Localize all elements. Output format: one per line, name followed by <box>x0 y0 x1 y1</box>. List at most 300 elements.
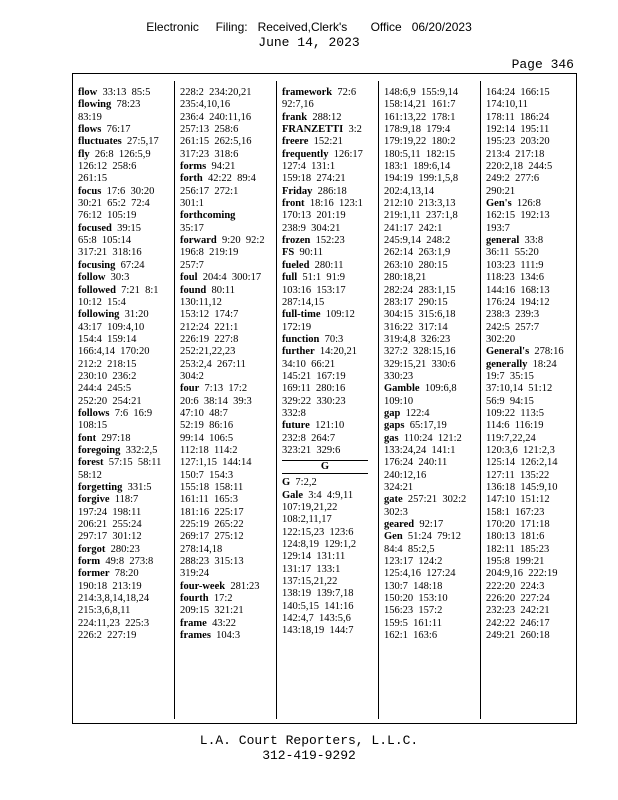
page-line-refs: 94:21 <box>211 161 236 173</box>
index-entry <box>78 186 168 198</box>
page-line-refs: 332:8 <box>282 407 306 419</box>
index-column-2 <box>180 87 270 715</box>
page-line-refs: 252:20 254:21 <box>78 395 142 407</box>
index-entry <box>78 136 168 148</box>
page-line-refs: 253:2,4 267:11 <box>180 358 246 370</box>
page-line-refs: 7:6 16:9 <box>114 407 153 419</box>
page-line-refs: 212:2 218:15 <box>78 358 137 370</box>
index-entry <box>180 210 270 222</box>
index-term: Gamble <box>384 383 420 395</box>
page-line-refs: 269:17 275:12 <box>180 531 244 543</box>
page-line-refs: 42:22 89:4 <box>208 173 256 185</box>
page-line-refs: 214:3,8,14,18,24 <box>78 593 150 605</box>
page-line-refs: 225:19 265:22 <box>180 519 244 531</box>
page-line-refs: 78:20 <box>114 568 139 580</box>
page-line-refs: 108:2,11,17 <box>282 514 332 526</box>
page-line-refs: 215:3,6,8,11 <box>78 605 131 617</box>
page-line-refs: 130:7 148:18 <box>384 580 443 592</box>
page-line-refs: 43:22 <box>212 617 236 629</box>
page-line-refs: 249:21 260:18 <box>486 630 550 642</box>
page-line-refs: 280:11 <box>314 259 344 271</box>
page-line-refs: 304:2 <box>180 370 204 382</box>
page-line-refs: 57:15 58:11 <box>108 457 162 469</box>
index-term: found <box>180 284 207 296</box>
page-line-refs: 153:12 174:7 <box>180 309 239 321</box>
index-term: font <box>78 432 97 444</box>
page-line-refs: 34:10 66:21 <box>282 358 336 370</box>
index-entry <box>282 420 372 432</box>
page-line-refs: 17:2 <box>213 593 233 605</box>
page-line-refs: 103:16 153:17 <box>282 284 346 296</box>
page-line-refs: 90:11 <box>299 247 324 259</box>
page-line-refs: 150:7 154:3 <box>180 469 234 481</box>
page-line-refs: 126:12 258:6 <box>78 161 137 173</box>
index-term: forward <box>180 235 217 247</box>
page-line-refs: 219:1,11 237:1,8 <box>384 210 458 222</box>
page-line-refs: 142:4,7 143:5,6 <box>282 613 351 625</box>
filing-stamp: Electronic Filing: Received,Clerk's Office 06/20/2023 <box>146 20 472 34</box>
page-line-refs: 179:19,22 180:2 <box>384 136 456 148</box>
page-line-refs: 197:24 198:11 <box>78 506 142 518</box>
index-term: full-time <box>282 309 321 321</box>
index-term: G <box>282 477 291 489</box>
page-line-refs: 36:11 55:20 <box>486 247 539 259</box>
page-line-refs: 122:4 <box>405 407 430 419</box>
index-term: geared <box>384 519 415 531</box>
index-entry <box>384 519 474 531</box>
page-line-refs: 235:4,10,16 <box>180 99 231 111</box>
index-entry <box>282 136 372 148</box>
index-entry <box>282 186 372 198</box>
index-entry <box>78 260 168 272</box>
page-line-refs: 242:22 246:17 <box>486 617 550 629</box>
page-line-refs: 240:12,16 <box>384 469 427 481</box>
index-entry <box>282 272 372 284</box>
page-line-refs: 158:14,21 161:7 <box>384 99 456 111</box>
index-term: freere <box>282 136 309 148</box>
index-entry <box>282 260 372 272</box>
page-line-refs: 33:8 <box>524 235 544 247</box>
reporter-phone: 312-419-9292 <box>262 748 356 763</box>
page-line-refs: 242:5 257:7 <box>486 321 540 333</box>
page-line-refs: 76:17 <box>106 124 131 136</box>
page-line-refs: 252:21,22,23 <box>180 346 236 358</box>
index-entry <box>486 198 574 210</box>
index-column-3 <box>282 87 372 715</box>
page-line-refs: 130:11,12 <box>180 296 222 308</box>
page-line-refs: 323:21 329:6 <box>282 444 341 456</box>
page-line-refs: 162:1 163:6 <box>384 630 438 642</box>
page-line-refs: 78:23 <box>116 99 141 111</box>
page-line-refs: 49:8 273:8 <box>105 556 154 568</box>
page-line-refs: 329:15,21 330:6 <box>384 358 456 370</box>
page-line-refs: 195:8 199:21 <box>486 556 545 568</box>
index-term: Gen <box>384 531 403 543</box>
page-line-refs: 161:11 165:3 <box>180 494 238 506</box>
page-line-refs: 213:4 217:18 <box>486 148 545 160</box>
index-entry <box>486 346 574 358</box>
index-entry <box>282 149 372 161</box>
page-line-refs: 170:20 171:18 <box>486 519 550 531</box>
page-line-refs: 140:5,15 141:16 <box>282 600 354 612</box>
page-line-refs: 226:2 227:19 <box>78 630 137 642</box>
page-line-refs: 109:10 <box>384 395 414 407</box>
index-term: Gale <box>282 489 303 501</box>
page-line-refs: 182:11 185:23 <box>486 543 550 555</box>
reporter-footer <box>0 733 618 763</box>
index-entry <box>384 383 474 395</box>
index-term: fly <box>78 148 90 160</box>
index-term: focusing <box>78 259 116 271</box>
page-line-refs: 3:4 4:9,11 <box>308 489 354 501</box>
page-line-refs: 76:12 105:19 <box>78 210 137 222</box>
index-entry <box>180 285 270 297</box>
index-term: FS <box>282 247 295 259</box>
index-entry <box>78 556 168 568</box>
index-column-1 <box>78 87 168 715</box>
page-line-refs: 123:17 124:2 <box>384 556 443 568</box>
index-entry <box>282 124 372 136</box>
index-entry <box>78 285 168 297</box>
index-entry <box>282 490 372 502</box>
page-line-refs: 99:14 106:5 <box>180 432 234 444</box>
page-line-refs: 147:10 151:12 <box>486 494 550 506</box>
page-line-refs: 122:15,23 123:6 <box>282 526 354 538</box>
page-line-refs: 283:17 290:15 <box>384 296 448 308</box>
page-line-refs: 232:23 242:21 <box>486 605 550 617</box>
index-entry <box>282 334 372 346</box>
page-line-refs: 84:4 85:2,5 <box>384 543 435 555</box>
page-line-refs: 161:13,22 178:1 <box>384 111 456 123</box>
page-line-refs: 261:15 262:5,16 <box>180 136 252 148</box>
index-term: flows <box>78 124 102 136</box>
page-line-refs: 192:14 195:11 <box>486 124 550 136</box>
page-line-refs: 281:23 <box>230 580 260 592</box>
page-line-refs: 327:2 328:15,16 <box>384 346 456 358</box>
page-line-refs: 127:1,15 144:14 <box>180 457 252 469</box>
page-line-refs: 126:17 <box>333 148 363 160</box>
index-entry <box>180 272 270 284</box>
index-term: forest <box>78 457 104 469</box>
page-line-refs: 39:15 <box>117 222 142 234</box>
page-line-refs: 209:15 321:21 <box>180 605 244 617</box>
page-line-refs: 65:8 105:14 <box>78 235 132 247</box>
index-entry <box>384 433 474 445</box>
page-line-refs: 228:2 234:20,21 <box>180 87 252 98</box>
page-line-refs: 51:24 79:12 <box>407 531 462 543</box>
page-line-refs: 316:22 317:14 <box>384 321 448 333</box>
page-line-refs: 262:14 263:1,9 <box>384 247 451 259</box>
page-line-refs: 193:7 <box>486 222 510 234</box>
index-term: foul <box>180 272 198 284</box>
page-line-refs: 297:17 301:12 <box>78 531 142 543</box>
page-line-refs: 222:20 224:3 <box>486 580 545 592</box>
page-line-refs: 166:4,14 170:20 <box>78 346 150 358</box>
page-line-refs: 176:24 240:11 <box>384 457 448 469</box>
page-line-refs: 83:19 <box>78 111 102 123</box>
index-term: generally <box>486 358 528 370</box>
page-line-refs: 159:5 161:11 <box>384 617 442 629</box>
reporter-name: L.A. Court Reporters, L.L.C. <box>199 733 419 748</box>
page-line-refs: 9:20 92:2 <box>222 235 265 247</box>
column-divider <box>276 81 277 719</box>
column-divider <box>480 81 481 719</box>
page-line-refs: 278:14,18 <box>180 543 223 555</box>
page-line-refs: 224:11,23 225:3 <box>78 617 150 629</box>
page-line-refs: 238:3 239:3 <box>486 309 540 321</box>
index-term: follows <box>78 407 110 419</box>
page-line-refs: 206:21 255:24 <box>78 519 142 531</box>
page-line-refs: 238:9 304:21 <box>282 222 341 234</box>
page-line-refs: 124:8,19 129:1,2 <box>282 539 357 551</box>
page-line-refs: 226:19 227:8 <box>180 333 239 345</box>
page-line-refs: 245:9,14 248:2 <box>384 235 451 247</box>
page-line-refs: 154:4 159:14 <box>78 333 137 345</box>
page-line-refs: 220:2,18 244:5 <box>486 161 553 173</box>
page-line-refs: 174:10,11 <box>486 99 528 111</box>
index-term: Gen's <box>486 198 512 210</box>
index-term: front <box>282 198 305 210</box>
page-line-refs: 212:24 221:1 <box>180 321 239 333</box>
page-line-refs: 256:17 272:1 <box>180 185 239 197</box>
index-term: form <box>78 556 101 568</box>
index-term: full <box>282 272 298 284</box>
page-line-refs: 249:2 277:6 <box>486 173 540 185</box>
index-term: function <box>282 333 320 345</box>
page-line-refs: 178:9,18 179:4 <box>384 124 451 136</box>
index-entry <box>282 346 372 358</box>
index-column-5 <box>486 87 574 715</box>
index-term: followed <box>78 284 116 296</box>
page-line-refs: 10:12 15:4 <box>78 296 126 308</box>
page-line-refs: 52:19 86:16 <box>180 420 234 432</box>
index-term: frame <box>180 617 207 629</box>
page-line-refs: 172:19 <box>282 321 312 333</box>
page-line-refs: 112:18 114:2 <box>180 444 238 456</box>
index-term: foregoing <box>78 444 121 456</box>
index-term: Friday <box>282 185 313 197</box>
index-term: forgot <box>78 543 106 555</box>
index-term: flowing <box>78 99 112 111</box>
index-entry <box>180 618 270 630</box>
page-line-refs: 257:13 258:6 <box>180 124 239 136</box>
index-term: frozen <box>282 235 311 247</box>
page-line-refs: 110:24 121:2 <box>403 432 462 444</box>
index-entry <box>486 235 574 247</box>
page-line-refs: 121:10 <box>315 420 345 432</box>
page-line-refs: 145:21 167:19 <box>282 370 346 382</box>
page-line-refs: 288:23 315:13 <box>180 556 244 568</box>
page-line-refs: 190:18 213:19 <box>78 580 142 592</box>
index-entry <box>384 408 474 420</box>
page-line-refs: 194:19 199:1,5,8 <box>384 173 459 185</box>
page-line-refs: 80:11 <box>211 284 236 296</box>
page-line-refs: 118:23 134:6 <box>486 272 544 284</box>
page-line-refs: 127:11 135:22 <box>486 469 550 481</box>
page-line-refs: 37:10,14 51:12 <box>486 383 553 395</box>
page-line-refs: 257:7 <box>180 259 204 271</box>
page-line-refs: 26:8 126:5,9 <box>94 148 151 160</box>
page-line-refs: 302:20 <box>486 333 516 345</box>
page-line-refs: 169:11 280:16 <box>282 383 346 395</box>
index-entry <box>78 87 168 99</box>
index-entry <box>180 235 270 247</box>
index-entry <box>180 630 270 642</box>
page-line-refs: 104:3 <box>216 630 241 642</box>
page-line-refs: 35:17 <box>180 222 204 234</box>
page-line-refs: 204:9,16 222:19 <box>486 568 558 580</box>
page-line-refs: 143:18,19 144:7 <box>282 625 354 637</box>
index-term: focused <box>78 222 112 234</box>
index-entry <box>78 445 168 457</box>
index-term: fourth <box>180 593 209 605</box>
page-line-refs: 136:18 145:9,10 <box>486 482 558 493</box>
page-line-refs: 30:21 65:2 72:4 <box>78 198 150 210</box>
page-line-refs: 332:2,5 <box>125 444 158 456</box>
index-entry <box>78 309 168 321</box>
page-line-refs: 226:20 227:24 <box>486 593 550 605</box>
index-term: FRANZETTI <box>282 124 344 136</box>
page-line-refs: 152:21 <box>313 136 343 148</box>
page-line-refs: 120:3,6 121:2,3 <box>486 444 555 456</box>
index-entry <box>78 149 168 161</box>
page-line-refs: 301:1 <box>180 198 204 210</box>
page-line-refs: 324:21 <box>384 482 414 493</box>
index-entry <box>78 272 168 284</box>
column-divider <box>174 81 175 719</box>
page-line-refs: 137:15,21,22 <box>282 576 338 588</box>
index-entry <box>282 309 372 321</box>
page-line-refs: 70:3 <box>324 333 344 345</box>
page-line-refs: 30:3 <box>110 272 130 284</box>
page-line-refs: 304:15 315:6,18 <box>384 309 456 321</box>
page-line-refs: 92:7,16 <box>282 99 314 111</box>
page-line-refs: 107:19,21,22 <box>282 502 338 513</box>
index-term: frank <box>282 111 308 123</box>
page-line-refs: 17:6 30:20 <box>106 185 155 197</box>
page-line-refs: 317:23 318:6 <box>180 148 239 160</box>
page-line-refs: 119:7,22,24 <box>486 432 536 444</box>
page-line-refs: 156:23 157:2 <box>384 605 443 617</box>
page-line-refs: 58:12 <box>78 469 102 481</box>
page-line-refs: 290:21 <box>486 185 516 197</box>
index-term: gate <box>384 494 403 506</box>
page-number: Page 346 <box>511 57 574 72</box>
index-entry <box>486 359 574 371</box>
page-line-refs: 282:24 283:1,15 <box>384 284 456 296</box>
index-term: general <box>486 235 520 247</box>
index-term: follow <box>78 272 106 284</box>
index-term: framework <box>282 87 333 98</box>
index-entry <box>282 87 372 99</box>
page-line-refs: 287:14,15 <box>282 296 325 308</box>
page-line-refs: 31:20 <box>124 309 149 321</box>
index-entry <box>384 494 474 506</box>
page-line-refs: 236:4 240:11,16 <box>180 111 252 123</box>
page-line-refs: 126:8 <box>516 198 541 210</box>
page-line-refs: 7:2,2 <box>295 477 317 489</box>
page-line-refs: 56:9 94:15 <box>486 395 534 407</box>
page-line-refs: 109:12 <box>325 309 355 321</box>
index-term: forth <box>180 173 203 185</box>
page-line-refs: 244:4 245:5 <box>78 383 132 395</box>
page-line-refs: 162:15 192:13 <box>486 210 550 222</box>
index-term: fueled <box>282 259 310 271</box>
page-line-refs: 27:5,17 <box>127 136 159 148</box>
index-term: frames <box>180 630 211 642</box>
index-term: future <box>282 420 310 432</box>
page-line-refs: 263:10 280:15 <box>384 259 448 271</box>
page-line-refs: 155:18 158:11 <box>180 482 244 493</box>
page-line-refs: 257:21 302:2 <box>407 494 467 506</box>
index-term: gas <box>384 432 399 444</box>
hearing-date: June 14, 2023 <box>258 35 360 50</box>
page-line-refs: 148:6,9 155:9,14 <box>384 87 459 98</box>
page-line-refs: 230:10 236:2 <box>78 370 137 382</box>
index-term: General's <box>486 346 530 358</box>
index-term: following <box>78 309 120 321</box>
page-line-refs: 33:13 85:5 <box>102 87 151 98</box>
page-line-refs: 232:8 264:7 <box>282 432 336 444</box>
page-line-refs: 297:18 <box>101 432 131 444</box>
page-line-refs: 158:1 167:23 <box>486 506 545 518</box>
page-line-refs: 164:24 166:15 <box>486 87 550 98</box>
page-line-refs: 170:13 201:19 <box>282 210 346 222</box>
index-term: frequently <box>282 148 329 160</box>
page-line-refs: 14:20,21 <box>319 346 357 358</box>
page-line-refs: 103:23 111:9 <box>486 259 544 271</box>
index-entry <box>78 494 168 506</box>
index-term: four <box>180 383 200 395</box>
page-line-refs: 51:1 91:9 <box>302 272 346 284</box>
index-term: former <box>78 568 110 580</box>
page-line-refs: 261:15 <box>78 173 108 185</box>
index-entry <box>180 383 270 395</box>
index-entry <box>78 482 168 494</box>
page-line-refs: 317:21 318:16 <box>78 247 142 259</box>
index-box <box>72 73 577 724</box>
page-line-refs: 138:19 139:7,18 <box>282 588 354 600</box>
index-term: four-week <box>180 580 226 592</box>
page-line-refs: 176:24 194:12 <box>486 296 550 308</box>
page-line-refs: 109:6,8 <box>424 383 457 395</box>
page-line-refs: 180:13 181:6 <box>486 531 545 543</box>
page-line-refs: 329:22 330:23 <box>282 395 346 407</box>
page-line-refs: 109:22 113:5 <box>486 407 544 419</box>
page-line-refs: 67:24 <box>120 259 145 271</box>
page-line-refs: 202:4,13,14 <box>384 185 435 197</box>
page-line-refs: 178:11 186:24 <box>486 111 550 123</box>
section-heading: G <box>282 460 368 474</box>
page-line-refs: 131:17 133:1 <box>282 563 341 575</box>
index-entry <box>384 420 474 432</box>
page-line-refs: 72:6 <box>337 87 357 98</box>
page-line-refs: 150:20 153:10 <box>384 593 448 605</box>
page-line-refs: 108:15 <box>78 420 108 432</box>
index-entry <box>78 433 168 445</box>
page-line-refs: 20:6 38:14 39:3 <box>180 395 252 407</box>
index-entry <box>78 544 168 556</box>
index-term: fluctuates <box>78 136 122 148</box>
page-line-refs: 181:16 225:17 <box>180 506 244 518</box>
index-entry <box>78 457 168 469</box>
page-line-refs: 114:6 116:19 <box>486 420 544 432</box>
page-line-refs: 330:23 <box>384 370 414 382</box>
index-term: forthcoming <box>180 210 236 222</box>
page-line-refs: 183:1 189:6,14 <box>384 161 451 173</box>
page-line-refs: 3:2 <box>348 124 362 136</box>
page-line-refs: 125:14 126:2,14 <box>486 457 558 469</box>
